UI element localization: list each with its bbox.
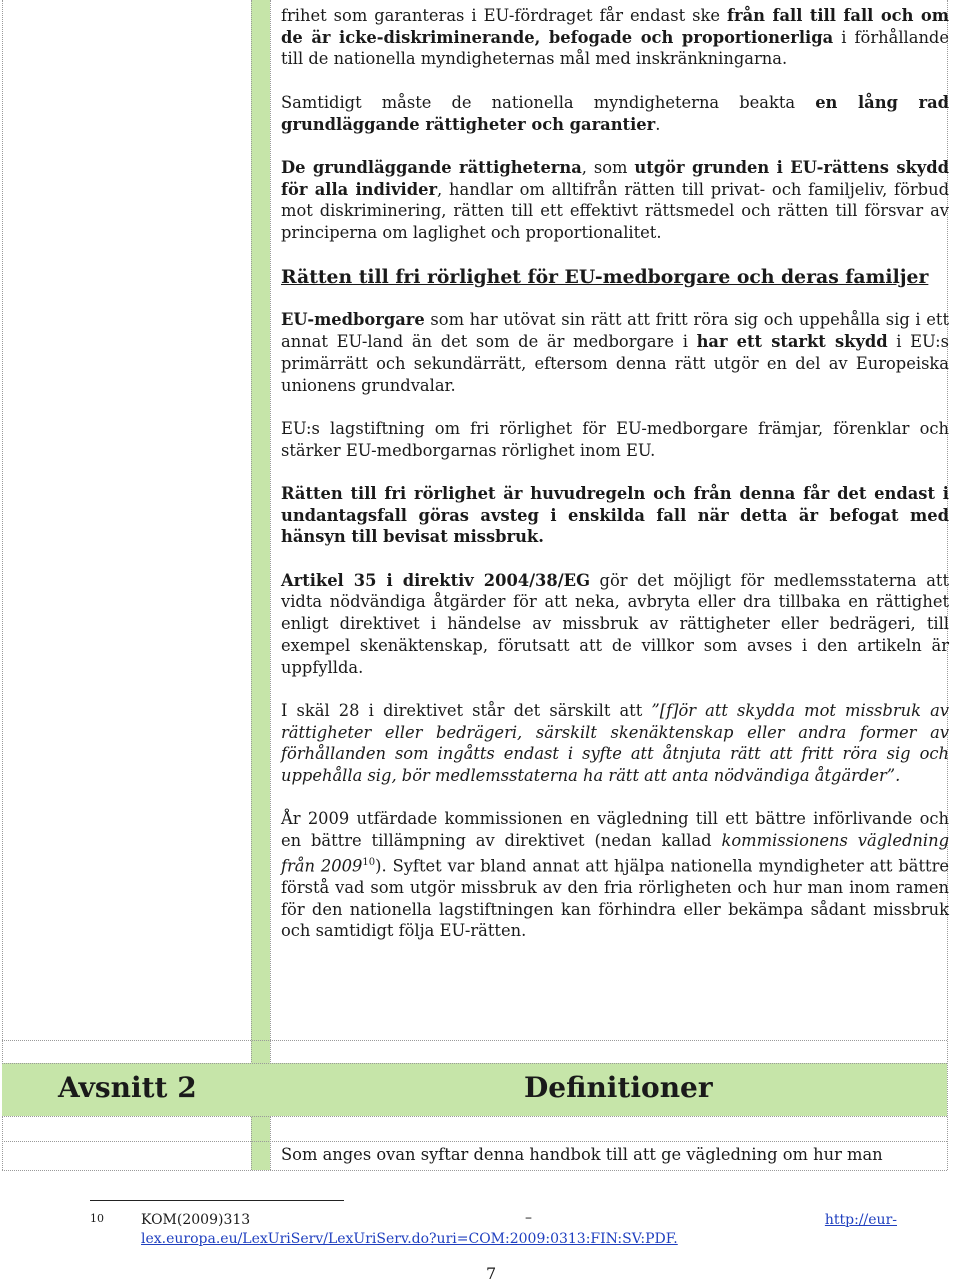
paragraph xyxy=(281,309,949,396)
text-run: gör det möjligt för medlemsstaterna att vidta nödvändiga åtgärder för att neka, avbryta eller dra tillbaka en rättighet enligt direktivet i händelse av missbruk av rättigheter eller bedrägeri, till exempel skenäktenskap, förutsatt att de villkor som avses i den artikeln är uppfyllda. xyxy=(281,570,949,677)
row-divider xyxy=(2,1116,947,1117)
margin-right-border xyxy=(270,0,271,1170)
text-run: en lång rad grundläggande rättigheter och garantier xyxy=(281,92,949,134)
text-run: EU-medborgare xyxy=(281,310,425,330)
paragraph xyxy=(281,570,949,679)
text-run: Artikel 35 i direktiv 2004/38/EG xyxy=(281,570,590,590)
text-run: i EU:s primärrätt och sekundärrätt, eftersom denna rätt utgör en del av Europeiska unionens grundvalar. xyxy=(281,332,950,395)
paragraph xyxy=(281,418,949,461)
text-run: ). Syftet var bland annat att hjälpa nationella myndigheter att bättre förstå vad som utgör missbruk av den fria rörligheten och hur man inom ramen för den nationella lagstiftningen kan förhindra eller bekämpa sådant missbruk och samtidigt följa EU-rätten. xyxy=(281,856,949,941)
row-divider xyxy=(2,1170,947,1171)
text-run: Samtidigt måste de nationella myndigheterna beakta xyxy=(281,92,816,112)
section-title: Definitioner xyxy=(524,1071,713,1104)
text-run: De grundläggande rättigheterna xyxy=(281,157,582,177)
paragraph xyxy=(281,157,949,244)
footnote-dash: – xyxy=(525,1210,532,1226)
text-run: . xyxy=(655,114,661,134)
footnote-link-part1[interactable]: http://eur- xyxy=(824,1212,897,1228)
paragraph xyxy=(281,700,949,787)
text-run: , som xyxy=(581,157,635,177)
footnote-ref: KOM(2009)313 xyxy=(141,1212,251,1228)
text-run: Rätten till fri rörlighet är huvudregeln och från denna får det endast i undantagsfall göras avsteg i enskilda fall när detta är befogat med hänsyn till bevisat missbruk. xyxy=(281,483,949,547)
paragraph xyxy=(281,5,949,70)
page-number: 7 xyxy=(486,1264,497,1283)
text-run: har ett starkt skydd xyxy=(696,332,888,352)
text-run: , handlar om alltifrån rätten till privat- och familjeliv, förbud mot diskriminering, rätten till ett effektivt rättsmedel och rätten till försvar av principerna om laglighet och proportionalitet. xyxy=(281,179,949,242)
paragraph-group-intro xyxy=(281,5,949,244)
text-run: 10 xyxy=(362,856,376,868)
text-run: frihet som garanteras i EU-fördraget får endast ske xyxy=(281,6,727,25)
margin-left-border xyxy=(251,0,252,1170)
text-run: som har utövat sin rätt att fritt röra sig och uppehålla sig i ett annat EU-land än det som de är medborgare i xyxy=(281,310,949,352)
paragraph xyxy=(281,808,949,942)
footnote-rule xyxy=(90,1200,344,1201)
text-run: EU:s lagstiftning om fri rörlighet för EU-medborgare främjar, förenklar och stärker EU-medborgarnas rörlighet inom EU. xyxy=(281,418,949,460)
paragraph xyxy=(281,92,949,135)
text-run: utgör grunden i EU-rättens skydd för alla individer xyxy=(281,157,949,199)
paragraph xyxy=(281,483,949,548)
text-run: från fall till fall och om de är icke-diskriminerande, befogade och proportionerliga xyxy=(281,6,949,47)
text-run: År 2009 utfärdade kommissionen en vägledning till ett bättre införlivande och en bättre tillämpning av direktivet (nedan kallad xyxy=(281,809,949,851)
row-divider xyxy=(2,1141,947,1142)
text-run: i förhållande till de nationella myndigheternas mål med inskränkningarna. xyxy=(281,27,949,69)
footnote-number: 10 xyxy=(90,1212,104,1225)
text-run: ”[f]ör att skydda mot missbruk av rättigheter eller bedrägeri, särskilt skenäktenskap eller andra former av förhållanden som ingåtts endast i syfte att åtnjuta rätt att fritt röra sig och uppehålla sig, bör medlemsstaterna ha rätt att anta nödvändiga åtgärder”. xyxy=(281,700,949,786)
section-number: Avsnitt 2 xyxy=(58,1071,197,1104)
continued-text: Som anges ovan syftar denna handbok till att ge vägledning om hur man xyxy=(281,1145,883,1164)
margin-bar xyxy=(251,0,270,1063)
margin-bar-lower xyxy=(251,1116,270,1170)
paragraph-group-body xyxy=(281,309,949,942)
row-divider xyxy=(2,1063,947,1064)
main-text xyxy=(281,5,949,964)
row-divider xyxy=(2,1040,947,1041)
text-run: kommissionens vägledning från 2009 xyxy=(281,831,949,876)
footnote-line xyxy=(141,1212,897,1228)
text-run: I skäl 28 i direktivet står det särskilt att xyxy=(281,700,652,720)
section-heading: Rätten till fri rörlighet för EU-medborgare och deras familjer xyxy=(281,266,929,289)
left-border xyxy=(2,0,3,1170)
footnote-link-part2[interactable]: lex.europa.eu/LexUriServ/LexUriServ.do?uri=COM:2009:0313:FIN:SV:PDF. xyxy=(141,1231,678,1247)
